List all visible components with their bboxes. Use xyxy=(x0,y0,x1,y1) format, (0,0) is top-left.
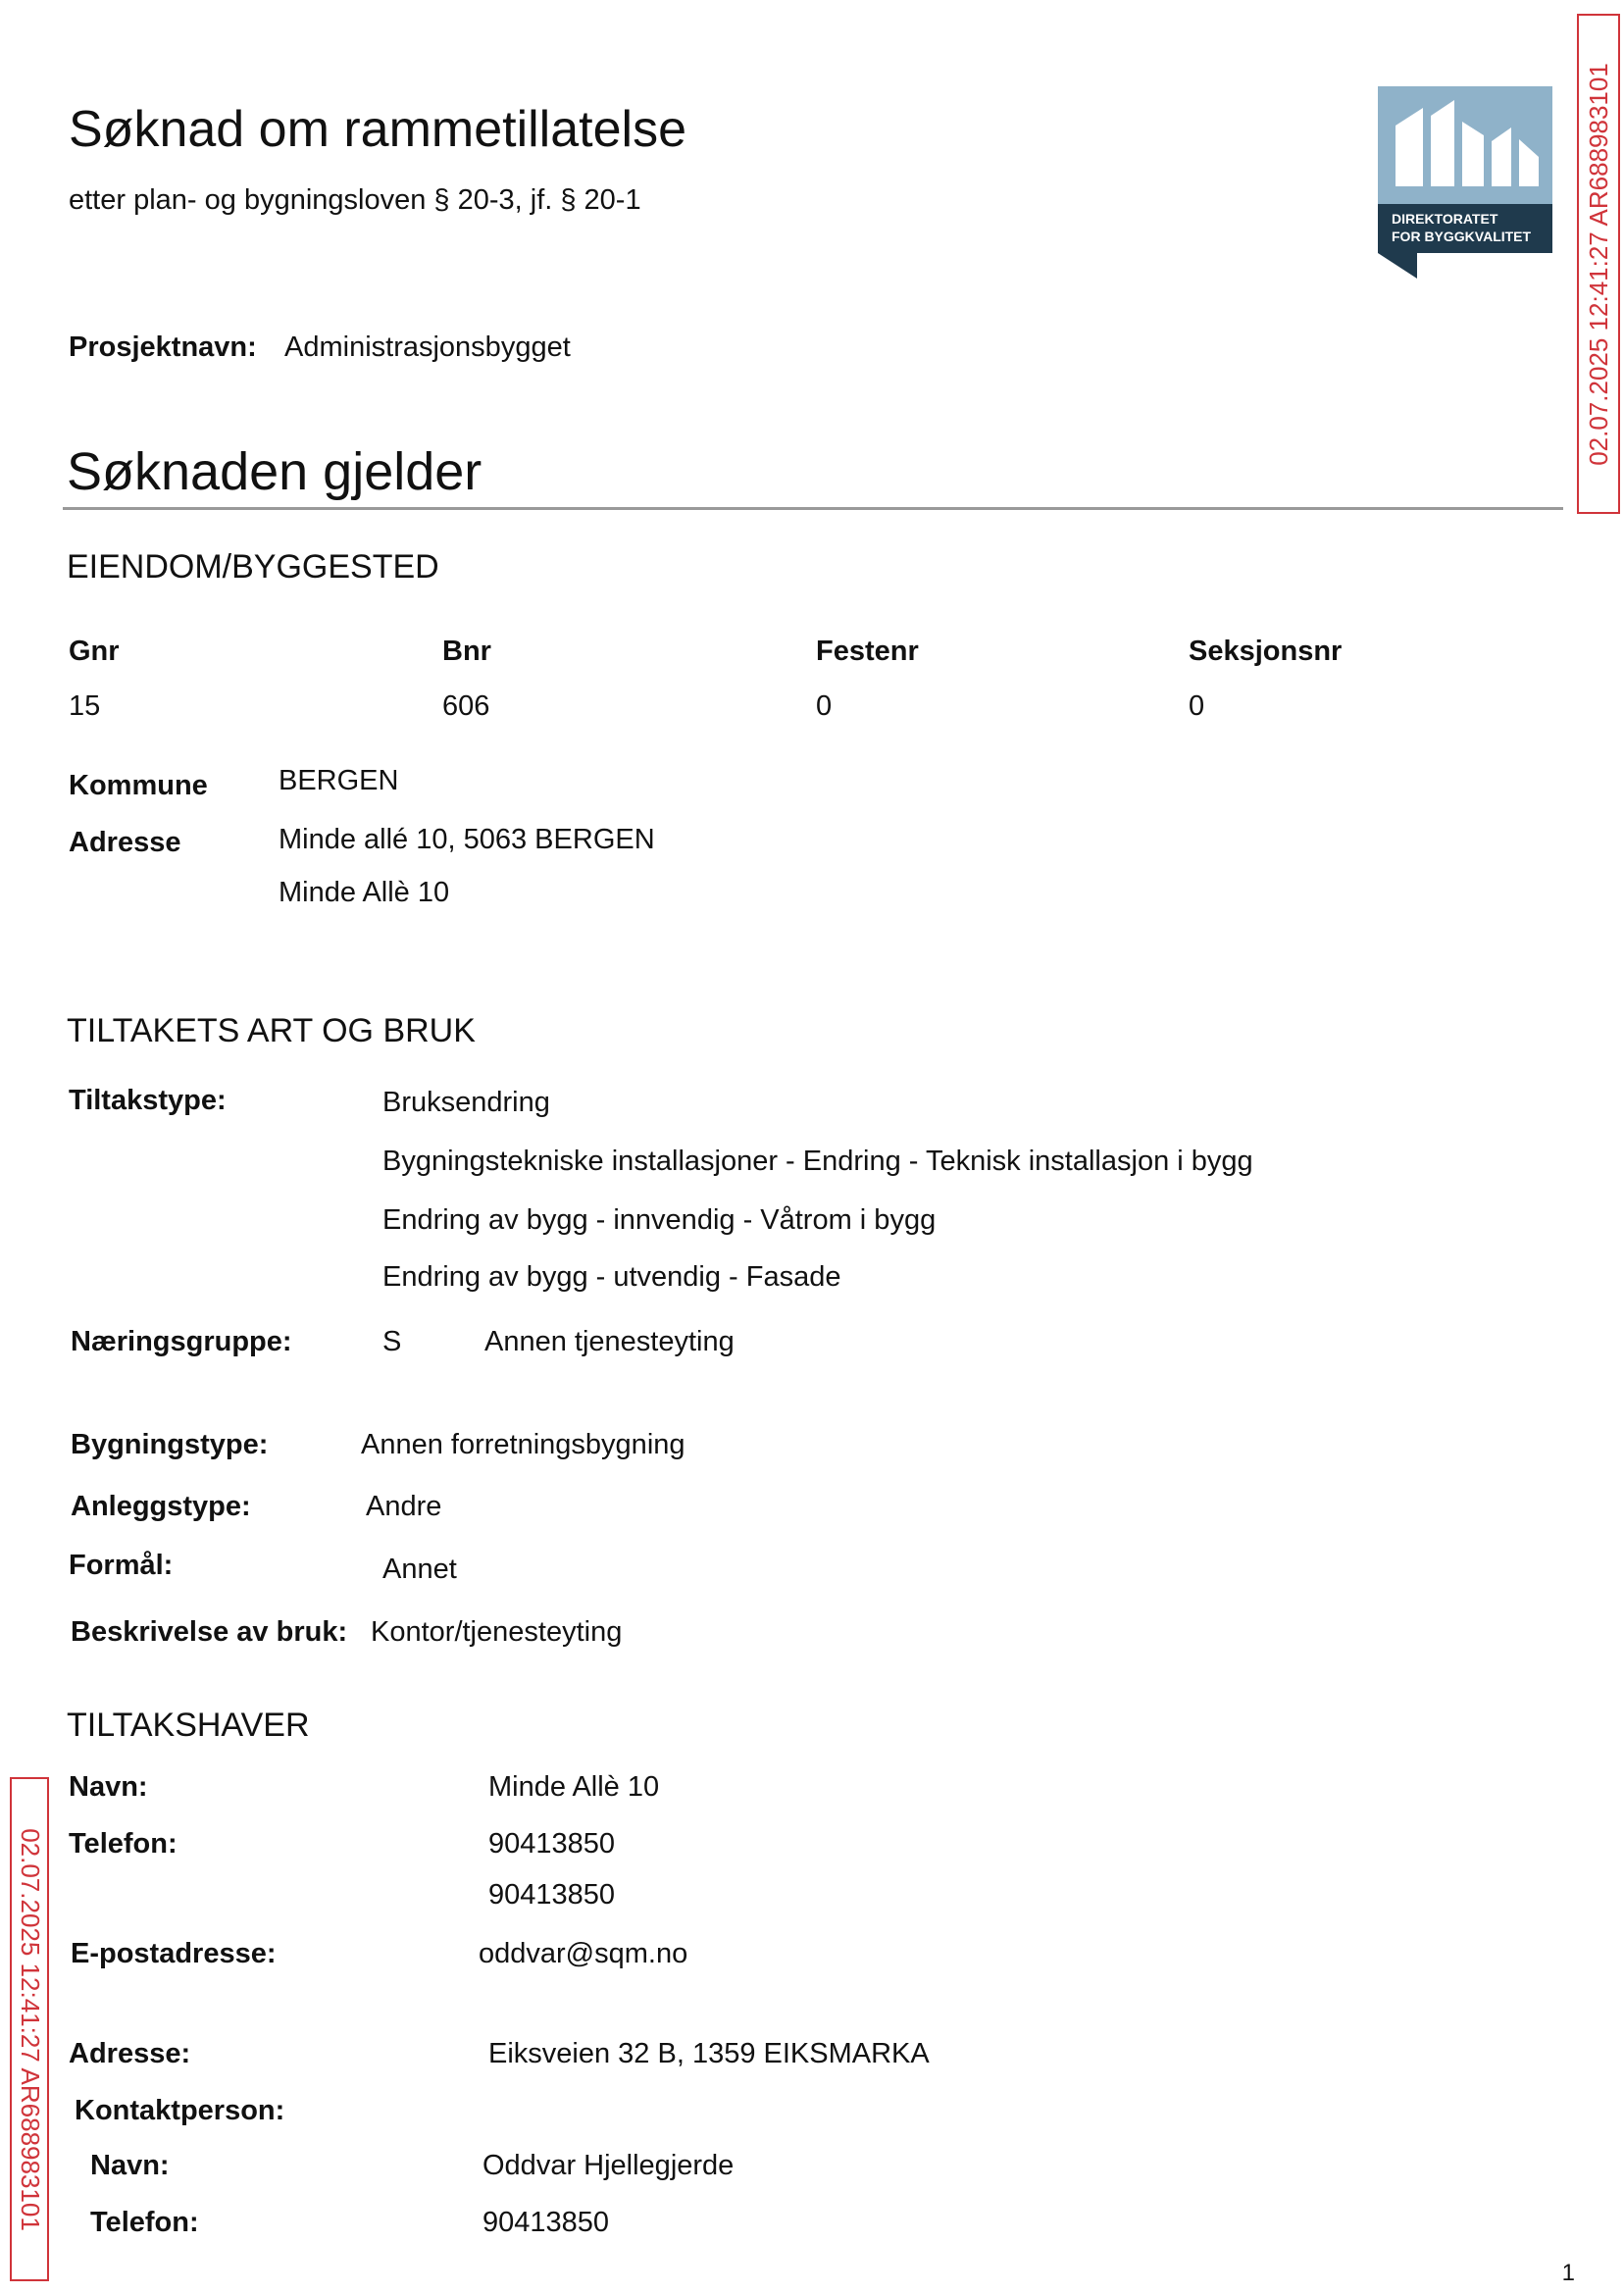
bnr-label: Bnr xyxy=(442,636,491,667)
kontakt-telefon-label: Telefon: xyxy=(90,2207,199,2238)
festenr-label: Festenr xyxy=(816,636,919,667)
page-number: 1 xyxy=(1561,2260,1575,2286)
kontakt-telefon-value: 90413850 xyxy=(482,2207,610,2238)
dibk-logo-icon xyxy=(1378,86,1552,279)
tiltakstype-label: Tiltakstype: xyxy=(69,1085,227,1116)
festenr-value: 0 xyxy=(816,690,833,722)
tiltakstype-item: Endring av bygg - innvendig - Våtrom i bygg xyxy=(382,1204,937,1236)
kommune-label: Kommune xyxy=(69,770,208,801)
kommune-value: BERGEN xyxy=(279,765,399,796)
anleggstype-value: Andre xyxy=(366,1491,442,1522)
adresse-line1: Minde allé 10, 5063 BERGEN xyxy=(279,824,655,855)
kontakt-navn-value: Oddvar Hjellegjerde xyxy=(482,2150,735,2181)
page-title: Søknad om rammetillatelse xyxy=(69,101,686,158)
adresse-line2: Minde Allè 10 xyxy=(279,877,450,908)
logo-text-line1: DIREKTORATET xyxy=(1392,211,1498,227)
tiltak-heading: TILTAKETS ART OG BRUK xyxy=(67,1012,476,1049)
section-title: Søknaden gjelder xyxy=(67,442,482,501)
formal-label: Formål: xyxy=(69,1550,174,1581)
beskrivelse-value: Kontor/tjenesteyting xyxy=(371,1616,623,1648)
receipt-stamp-text: 02.07.2025 12:41:27 AR688983101 xyxy=(1583,62,1613,466)
kontakt-navn-label: Navn: xyxy=(90,2150,170,2181)
seksjonsnr-label: Seksjonsnr xyxy=(1189,636,1343,667)
bygningstype-value: Annen forretningsbygning xyxy=(361,1429,685,1460)
naeringsgruppe-code: S xyxy=(382,1326,402,1357)
tiltakshaver-adresse-value: Eiksveien 32 B, 1359 EIKSMARKA xyxy=(488,2038,930,2069)
naeringsgruppe-label: Næringsgruppe: xyxy=(71,1326,292,1357)
kontaktperson-label: Kontaktperson: xyxy=(75,2095,285,2126)
gnr-label: Gnr xyxy=(69,636,120,667)
bygningstype-label: Bygningstype: xyxy=(71,1429,269,1460)
navn-label: Navn: xyxy=(69,1771,148,1803)
eiendom-heading: EIENDOM/BYGGESTED xyxy=(67,548,439,586)
tiltakshaver-heading: TILTAKSHAVER xyxy=(67,1707,310,1744)
logo-text-line2: FOR BYGGKVALITET xyxy=(1392,229,1532,244)
tiltakshaver-adresse-label: Adresse: xyxy=(69,2038,191,2069)
receipt-stamp-text: 02.07.2025 12:41:27 AR688983101 xyxy=(15,1827,45,2231)
dibk-logo xyxy=(1378,86,1552,279)
tiltakstype-item: Endring av bygg - utvendig - Fasade xyxy=(382,1261,841,1293)
project-value: Administrasjonsbygget xyxy=(284,331,571,363)
beskrivelse-label: Beskrivelse av bruk: xyxy=(71,1616,348,1648)
receipt-stamp-top xyxy=(1577,14,1620,514)
tiltakstype-item: Bygningstekniske installasjoner - Endring - Teknisk installasjon i bygg xyxy=(382,1146,1253,1177)
section-divider xyxy=(63,507,1563,510)
telefon-label: Telefon: xyxy=(69,1828,178,1860)
telefon-value: 90413850 xyxy=(488,1828,616,1860)
seksjonsnr-value: 0 xyxy=(1189,690,1205,722)
navn-value: Minde Allè 10 xyxy=(488,1771,660,1803)
receipt-stamp-bottom xyxy=(10,1777,49,2281)
gnr-value: 15 xyxy=(69,690,101,722)
page-subtitle: etter plan- og bygningsloven § 20-3, jf. § 20-1 xyxy=(69,184,641,216)
anleggstype-label: Anleggstype: xyxy=(71,1491,251,1522)
formal-value: Annet xyxy=(382,1554,457,1585)
naeringsgruppe-value: Annen tjenesteyting xyxy=(484,1326,735,1357)
project-label: Prosjektnavn: xyxy=(69,331,257,363)
epost-label: E-postadresse: xyxy=(71,1938,277,1969)
adresse-label: Adresse xyxy=(69,827,181,858)
telefon-value: 90413850 xyxy=(488,1879,616,1911)
bnr-value: 606 xyxy=(442,690,490,722)
tiltakstype-item: Bruksendring xyxy=(382,1087,550,1118)
epost-value: oddvar@sqm.no xyxy=(479,1938,688,1969)
